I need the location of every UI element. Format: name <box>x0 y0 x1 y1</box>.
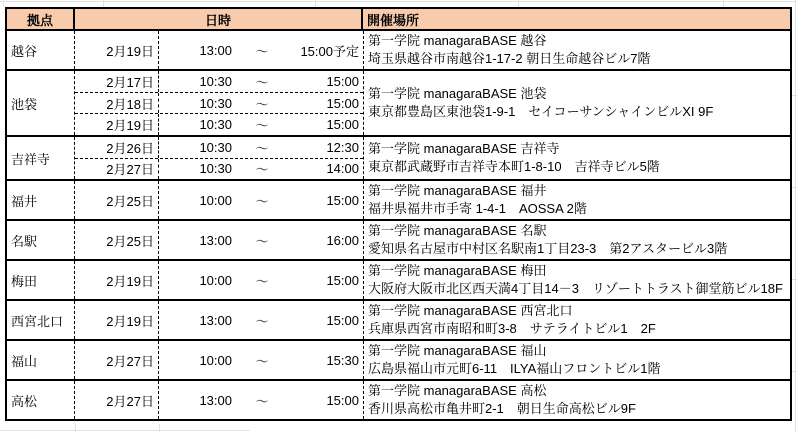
venue-cell[interactable] <box>363 221 790 259</box>
tilde-cell: ～ <box>255 140 269 156</box>
header-datetime[interactable]: 日時 <box>75 9 363 29</box>
start-time-cell[interactable]: 13:00 <box>199 312 232 328</box>
end-time-cell[interactable]: 16:00 <box>326 232 359 248</box>
tilde-cell: ～ <box>255 273 269 289</box>
row-umeda <box>7 259 790 299</box>
session-row <box>75 381 363 419</box>
start-time-cell[interactable]: 10:30 <box>199 139 232 155</box>
venue-name: 第一学院 managaraBASE 池袋 <box>368 86 547 101</box>
session-row <box>75 221 363 259</box>
venue-name: 第一学院 managaraBASE 福井 <box>368 183 547 198</box>
end-time-cell[interactable]: 15:00 <box>326 312 359 328</box>
start-time-cell[interactable]: 10:00 <box>199 192 232 208</box>
gridline <box>723 0 724 7</box>
location-cell[interactable]: 吉祥寺 <box>7 137 75 179</box>
venue-cell[interactable] <box>363 181 790 219</box>
start-time-cell[interactable]: 10:00 <box>199 352 232 368</box>
date-cell[interactable]: 2月25日 <box>75 221 159 259</box>
row-meieki <box>7 219 790 259</box>
row-fukui <box>7 179 790 219</box>
venue-address: 大阪府大阪市北区西天満4丁目14－3 リゾートトラスト御堂筋ビル18F <box>368 281 783 296</box>
venue-address: 香川県高松市亀井町2-1 朝日生命高松ビル9F <box>368 401 636 416</box>
tilde-cell: ～ <box>255 74 269 90</box>
date-cell[interactable]: 2月27日 <box>75 159 159 180</box>
date-cell[interactable]: 2月18日 <box>75 93 159 114</box>
session-row <box>75 158 363 180</box>
location-cell[interactable]: 名駅 <box>7 221 75 259</box>
gridline <box>795 0 796 432</box>
start-time-cell[interactable]: 13:00 <box>199 392 232 408</box>
venue-cell[interactable] <box>363 71 790 135</box>
session-row <box>75 71 363 92</box>
tilde-cell: ～ <box>255 313 269 329</box>
date-cell[interactable]: 2月19日 <box>75 301 159 339</box>
session-row <box>75 341 363 379</box>
row-takamatsu <box>7 379 790 419</box>
venue-name: 第一学院 managaraBASE 名駅 <box>368 223 547 238</box>
session-row <box>75 92 363 114</box>
venue-name: 第一学院 managaraBASE 西宮北口 <box>368 303 573 318</box>
end-time-cell[interactable]: 15:00予定 <box>300 43 359 59</box>
gridline <box>103 0 104 7</box>
date-cell[interactable]: 2月26日 <box>75 137 159 158</box>
venue-address: 東京都武蔵野市吉祥寺本町1-8-10 吉祥寺ビル5階 <box>368 159 660 174</box>
location-cell[interactable]: 西宮北口 <box>7 301 75 339</box>
venue-address: 福井県福井市手寄 1-4-1 AOSSA 2階 <box>368 201 587 216</box>
start-time-cell[interactable]: 10:00 <box>199 272 232 288</box>
date-cell[interactable]: 2月27日 <box>75 381 159 419</box>
venue-address: 広島県福山市元町6-11 ILYA福山フロントビル1階 <box>368 361 661 376</box>
tilde-cell: ～ <box>255 43 269 59</box>
venue-name: 第一学院 managaraBASE 越谷 <box>368 33 547 48</box>
end-time-cell[interactable]: 15:00 <box>326 73 359 89</box>
end-time-cell[interactable]: 15:30 <box>326 352 359 368</box>
end-time-cell[interactable]: 15:00 <box>326 117 359 133</box>
session-row <box>75 113 363 135</box>
session-row <box>75 261 363 299</box>
gridline <box>315 0 316 7</box>
tilde-cell: ～ <box>255 96 269 112</box>
event-schedule-table <box>5 7 792 421</box>
venue-cell[interactable] <box>363 31 790 69</box>
tilde-cell: ～ <box>255 193 269 209</box>
venue-name: 第一学院 managaraBASE 高松 <box>368 383 547 398</box>
venue-address: 東京都豊島区東池袋1-9-1 セイコーサンシャインビルXI 9F <box>368 104 714 119</box>
session-row <box>75 31 363 69</box>
venue-cell[interactable] <box>363 381 790 419</box>
date-cell[interactable]: 2月19日 <box>75 114 159 135</box>
location-cell[interactable]: 池袋 <box>7 71 75 135</box>
tilde-cell: ～ <box>255 393 269 409</box>
row-ikebukuro <box>7 69 790 135</box>
location-cell[interactable]: 高松 <box>7 381 75 419</box>
venue-cell[interactable] <box>363 261 790 299</box>
date-cell[interactable]: 2月27日 <box>75 341 159 379</box>
start-time-cell[interactable]: 10:30 <box>199 161 232 177</box>
venue-address: 愛知県名古屋市中村区名駅南1丁目23-3 第2アスタービル3階 <box>368 241 728 256</box>
gridline <box>3 0 4 7</box>
venue-cell[interactable] <box>363 341 790 379</box>
location-cell[interactable]: 梅田 <box>7 261 75 299</box>
end-time-cell[interactable]: 14:00 <box>326 161 359 177</box>
row-nishinomiya-kitaguchi <box>7 299 790 339</box>
venue-name: 第一学院 managaraBASE 吉祥寺 <box>368 141 560 156</box>
gridline <box>518 0 519 7</box>
row-fukuyama <box>7 339 790 379</box>
start-time-cell[interactable]: 13:00 <box>199 232 232 248</box>
date-cell[interactable]: 2月25日 <box>75 181 159 219</box>
date-cell[interactable]: 2月19日 <box>75 261 159 299</box>
location-cell[interactable]: 越谷 <box>7 31 75 69</box>
tilde-cell: ～ <box>255 162 269 178</box>
start-time-cell[interactable]: 10:30 <box>199 73 232 89</box>
venue-name: 第一学院 managaraBASE 梅田 <box>368 263 547 278</box>
row-koshigaya <box>7 31 790 69</box>
end-time-cell[interactable]: 15:00 <box>326 95 359 111</box>
end-time-cell[interactable]: 15:00 <box>326 192 359 208</box>
date-cell[interactable]: 2月17日 <box>75 71 159 92</box>
end-time-cell[interactable]: 15:00 <box>326 392 359 408</box>
start-time-cell[interactable]: 10:30 <box>199 95 232 111</box>
session-row <box>75 137 363 158</box>
end-time-cell[interactable]: 12:30 <box>326 139 359 155</box>
gridline <box>0 430 250 431</box>
venue-name: 第一学院 managaraBASE 福山 <box>368 343 547 358</box>
session-row <box>75 181 363 219</box>
venue-cell[interactable] <box>363 137 790 179</box>
start-time-cell[interactable]: 13:00 <box>199 42 232 58</box>
session-row <box>75 301 363 339</box>
date-cell[interactable]: 2月19日 <box>75 31 159 69</box>
end-time-cell[interactable]: 15:00 <box>326 272 359 288</box>
location-cell[interactable]: 福井 <box>7 181 75 219</box>
tilde-cell: ～ <box>255 353 269 369</box>
venue-address: 埼玉県越谷市南越谷1-17-2 朝日生命越谷ビル7階 <box>368 51 651 66</box>
header-location[interactable]: 拠点 <box>7 9 75 29</box>
location-cell[interactable]: 福山 <box>7 341 75 379</box>
venue-cell[interactable] <box>363 301 790 339</box>
row-kichijoji <box>7 135 790 179</box>
tilde-cell: ～ <box>255 118 269 134</box>
gridline <box>0 1 797 2</box>
header-venue[interactable]: 開催場所 <box>367 12 420 28</box>
venue-address: 兵庫県西宮市南昭和町3-8 サテライトビル1 2F <box>368 321 656 336</box>
header-row <box>7 9 790 31</box>
start-time-cell[interactable]: 10:30 <box>199 117 232 133</box>
tilde-cell: ～ <box>255 233 269 249</box>
